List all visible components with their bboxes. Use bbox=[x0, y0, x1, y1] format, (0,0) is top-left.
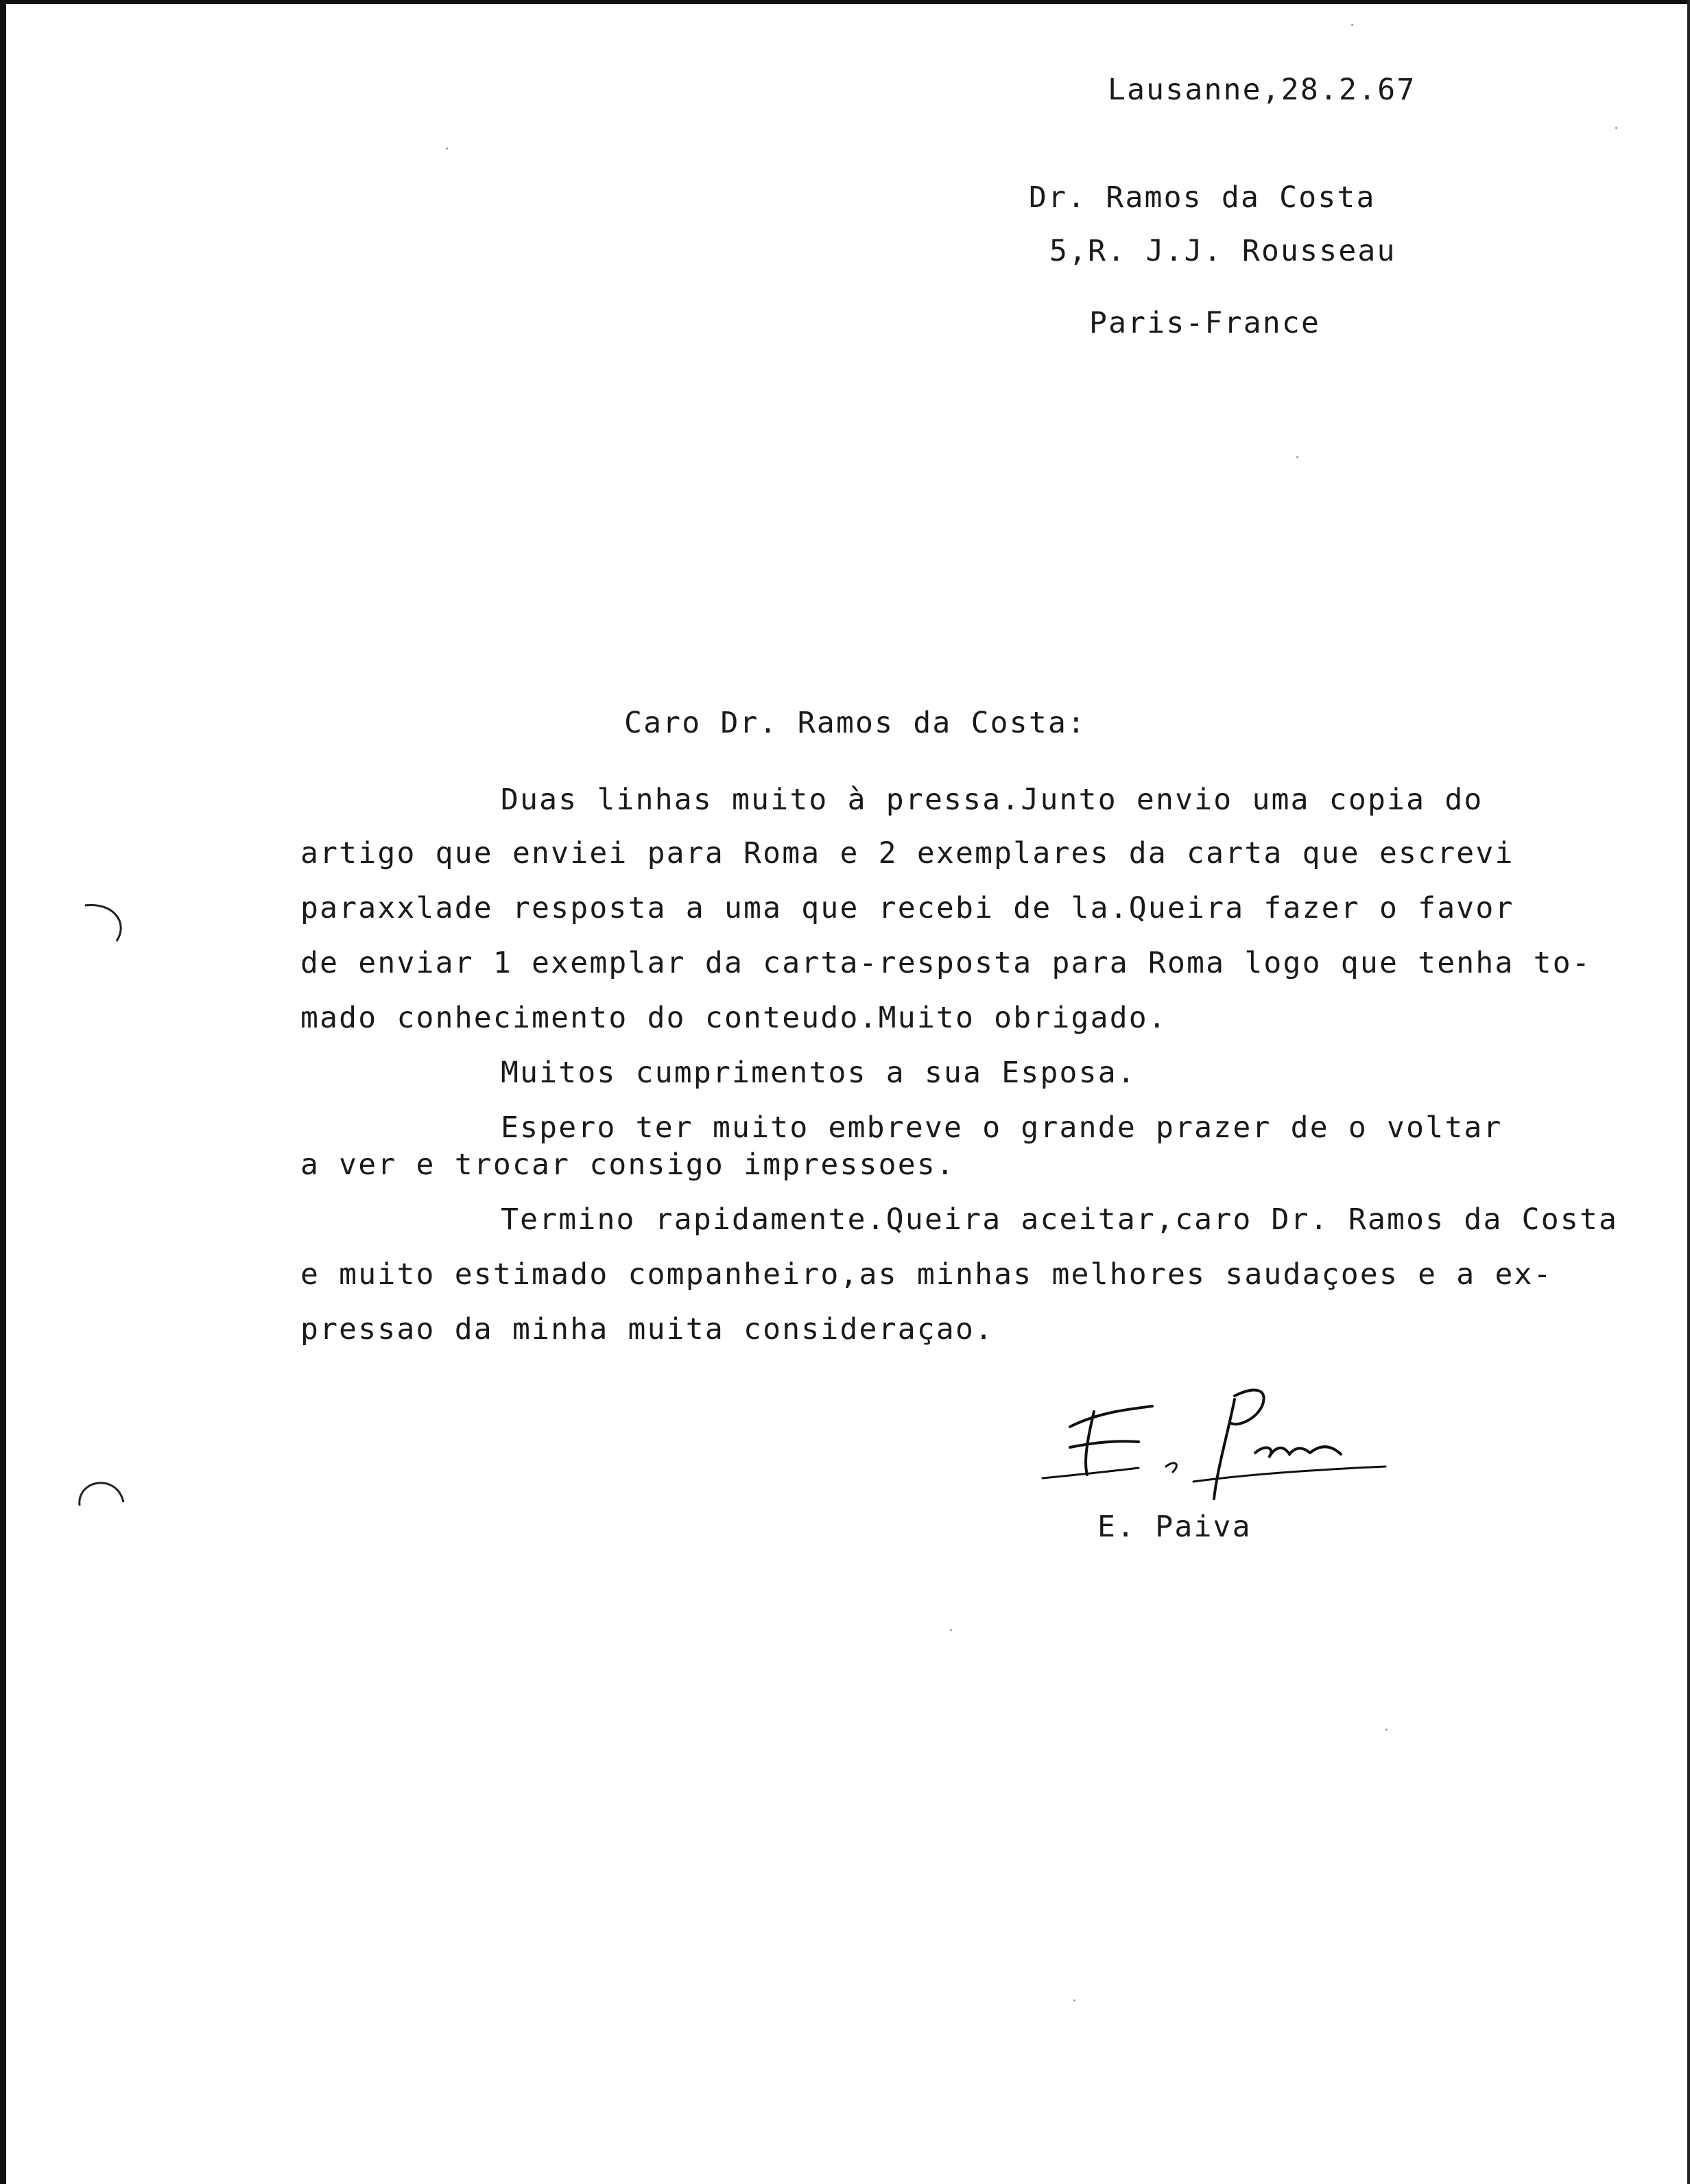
recipient-name: Dr. Ramos da Costa bbox=[1029, 180, 1376, 215]
body-line: Duas linhas muito à pressa.Junto envio uma copia do bbox=[501, 783, 1484, 817]
scan-edge-right bbox=[1687, 0, 1690, 2184]
salutation: Caro Dr. Ramos da Costa: bbox=[624, 706, 1087, 740]
scan-speck bbox=[950, 1629, 952, 1631]
scan-edge-top bbox=[0, 0, 1690, 4]
scan-speck bbox=[1296, 456, 1298, 458]
typed-signature: E. Paiva bbox=[1097, 1510, 1252, 1544]
letter-date: Lausanne,28.2.67 bbox=[1108, 73, 1416, 107]
body-line: pressao da minha muita consideraçao. bbox=[300, 1312, 995, 1346]
handwritten-signature bbox=[1029, 1379, 1413, 1509]
punch-hole-mark bbox=[69, 1464, 130, 1526]
body-line: e muito estimado companheiro,as minhas melhores saudaçoes e a ex- bbox=[300, 1257, 1553, 1292]
recipient-city: Paris-France bbox=[1089, 306, 1321, 340]
punch-hole-mark bbox=[75, 892, 137, 953]
scan-speck bbox=[1351, 24, 1353, 26]
scan-edge-left bbox=[0, 0, 6, 2184]
body-line: a ver e trocar consigo impressoes. bbox=[300, 1148, 955, 1182]
body-line: Termino rapidamente.Queira aceitar,caro Dr. Ramos da Costa bbox=[501, 1202, 1619, 1237]
body-line: mado conhecimento do conteudo.Muito obrigado. bbox=[300, 1001, 1167, 1035]
body-line: Espero ter muito embreve o grande prazer de o voltar bbox=[501, 1111, 1503, 1145]
recipient-street: 5,R. J.J. Rousseau bbox=[1049, 234, 1396, 268]
body-line: paraxxlade resposta a uma que recebi de la.Queira fazer o favor bbox=[300, 891, 1514, 925]
scan-speck bbox=[1073, 1999, 1075, 2002]
body-line: de enviar 1 exemplar da carta-resposta para Roma logo que tenha to- bbox=[300, 946, 1591, 980]
scan-speck bbox=[1615, 127, 1617, 129]
body-line: Muitos cumprimentos a sua Esposa. bbox=[501, 1056, 1136, 1090]
body-line: artigo que enviei para Roma e 2 exemplares da carta que escrevi bbox=[300, 836, 1514, 870]
scan-speck bbox=[446, 147, 448, 150]
scan-speck bbox=[1385, 1729, 1388, 1731]
